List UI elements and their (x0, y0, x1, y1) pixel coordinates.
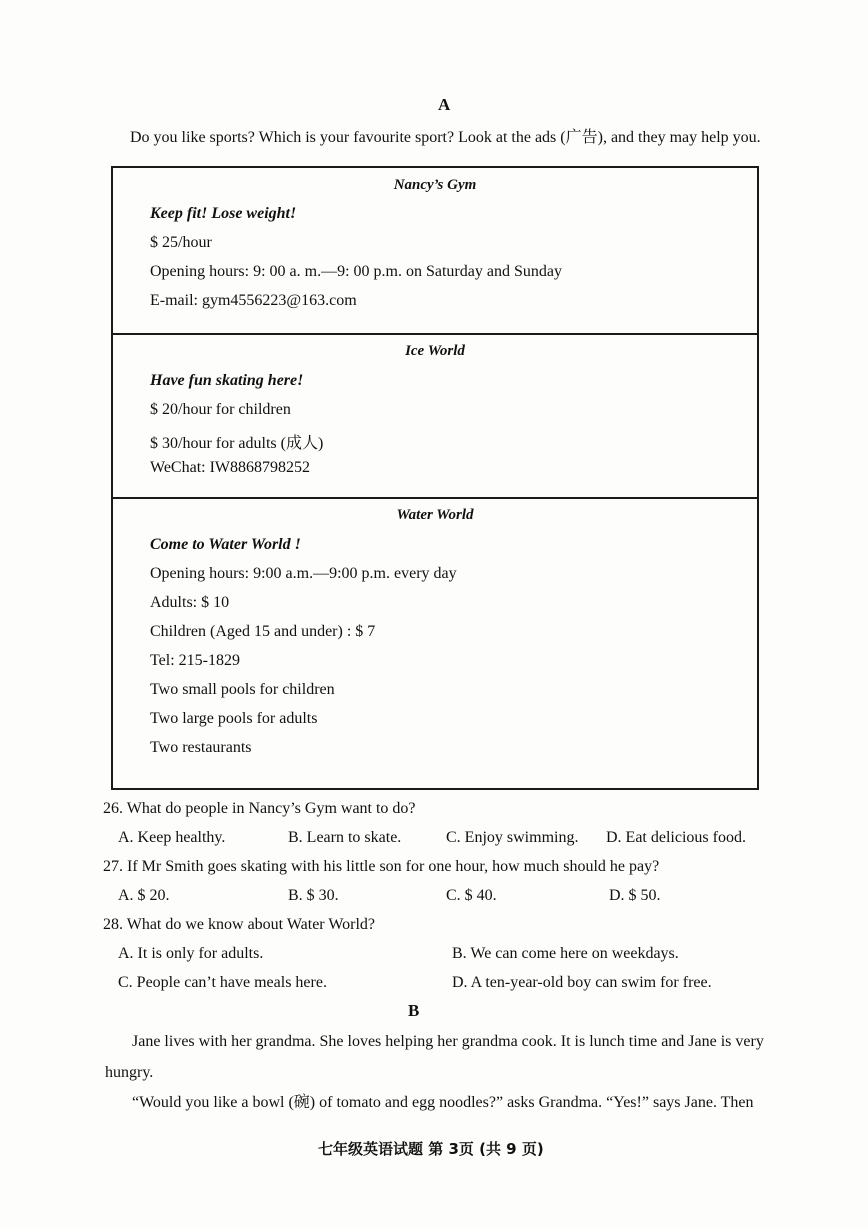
ad-slogan: Keep fit! Lose weight! (150, 205, 297, 222)
option-28-b[interactable]: B. We can come here on weekdays. (452, 945, 679, 962)
ad-title: Water World (396, 507, 474, 523)
question-28: 28. What do we know about Water World? (103, 916, 376, 933)
ad-price-adults: Adults: $ 10 (150, 594, 230, 611)
ad-feature: Two restaurants (150, 739, 252, 756)
ad-water-world (113, 497, 757, 788)
ad-email: E-mail: gym4556223@163.com (150, 292, 357, 309)
ad-price-children: $ 20/hour for children (150, 401, 291, 418)
ad-tel: Tel: 215-1829 (150, 652, 240, 669)
option-27-b[interactable]: B. $ 30. (288, 887, 339, 904)
section-b-label: B (408, 1001, 420, 1020)
ad-nancys-gym (113, 168, 757, 333)
option-26-c[interactable]: C. Enjoy swimming. (446, 829, 579, 846)
option-26-d[interactable]: D. Eat delicious food. (606, 829, 746, 846)
ad-price-children: Children (Aged 15 and under) : $ 7 (150, 623, 376, 640)
ad-wechat: WeChat: IW8868798252 (150, 459, 311, 476)
option-28-d[interactable]: D. A ten-year-old boy can swim for free. (452, 974, 712, 991)
ad-ice-world (113, 333, 757, 497)
ad-slogan: Come to Water World ! (150, 536, 301, 553)
passage-paragraph-1: Jane lives with her grandma. She loves helping her grandma cook. It is lunch time and Jane is very hungry. (105, 1033, 764, 1081)
question-26: 26. What do people in Nancy’s Gym want to do? (103, 800, 416, 817)
option-27-c[interactable]: C. $ 40. (446, 887, 497, 904)
ad-price-adults: $ 30/hour for adults (成人) (150, 435, 324, 452)
ad-title: Ice World (405, 343, 465, 359)
ad-feature: Two small pools for children (150, 681, 335, 698)
option-28-c[interactable]: C. People can’t have meals here. (118, 974, 327, 991)
option-27-a[interactable]: A. $ 20. (118, 887, 170, 904)
page-footer: 七年级英语试题 第 3页 (共 9 页) (318, 1140, 544, 1158)
ad-hours: Opening hours: 9:00 a.m.—9:00 p.m. every day (150, 565, 457, 582)
ads-box (111, 166, 759, 790)
option-26-a[interactable]: A. Keep healthy. (118, 829, 226, 846)
option-27-d[interactable]: D. $ 50. (609, 887, 661, 904)
section-a-label: A (438, 95, 451, 114)
ad-feature: Two large pools for adults (150, 710, 318, 727)
ad-price: $ 25/hour (150, 234, 212, 251)
ad-hours: Opening hours: 9: 00 a. m.—9: 00 p.m. on Saturday and Sunday (150, 263, 562, 280)
option-28-a[interactable]: A. It is only for adults. (118, 945, 264, 962)
section-a-intro: Do you like sports? Which is your favourite sport? Look at the ads (广告), and they may help you. (130, 129, 761, 146)
passage-paragraph-2: “Would you like a bowl (碗) of tomato and egg noodles?” asks Grandma. “Yes!” says Jane. Then (132, 1094, 754, 1111)
option-26-b[interactable]: B. Learn to skate. (288, 829, 402, 846)
ad-slogan: Have fun skating here! (150, 372, 304, 389)
ad-title: Nancy’s Gym (393, 177, 477, 193)
question-27: 27. If Mr Smith goes skating with his little son for one hour, how much should he pay? (103, 858, 660, 875)
